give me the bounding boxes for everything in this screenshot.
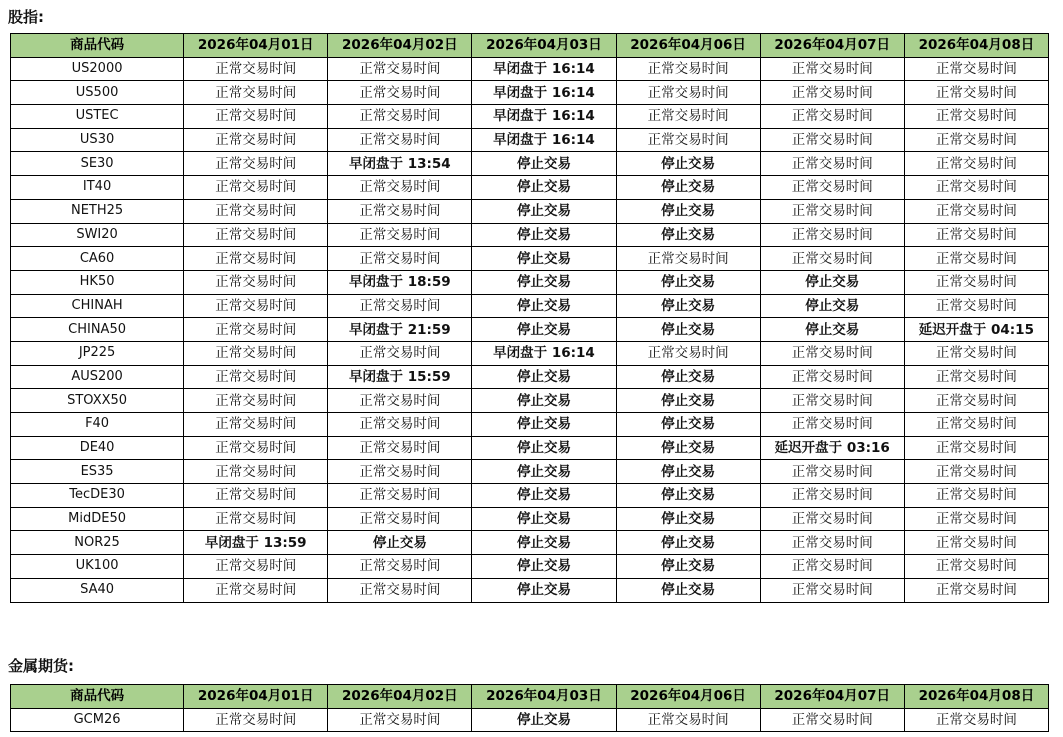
schedule-cell: 停止交易: [472, 531, 616, 555]
product-code-cell: DE40: [11, 436, 184, 460]
schedule-cell: 停止交易: [760, 294, 904, 318]
header-date: 2026年04月01日: [184, 685, 328, 709]
header-date: 2026年04月06日: [616, 685, 760, 709]
product-code-cell: NOR25: [11, 531, 184, 555]
indices-schedule-table: [10, 33, 1049, 603]
schedule-cell: 正常交易时间: [616, 708, 760, 732]
schedule-cell: 正常交易时间: [328, 436, 472, 460]
product-code-cell: UK100: [11, 555, 184, 579]
schedule-cell: 停止交易: [616, 555, 760, 579]
product-code-cell: GCM26: [11, 708, 184, 732]
schedule-cell: 正常交易时间: [184, 57, 328, 81]
schedule-cell: 正常交易时间: [184, 318, 328, 342]
table-header-row: [11, 34, 1049, 58]
schedule-cell: 正常交易时间: [904, 531, 1048, 555]
schedule-cell: 正常交易时间: [328, 507, 472, 531]
schedule-cell: 停止交易: [616, 152, 760, 176]
schedule-cell: 正常交易时间: [184, 460, 328, 484]
schedule-cell: 正常交易时间: [616, 128, 760, 152]
schedule-cell: 正常交易时间: [904, 294, 1048, 318]
table-row: [11, 555, 1049, 579]
table-row: [11, 460, 1049, 484]
schedule-cell: 停止交易: [616, 578, 760, 602]
schedule-cell: 正常交易时间: [616, 341, 760, 365]
schedule-cell: 停止交易: [616, 270, 760, 294]
schedule-cell: 正常交易时间: [760, 341, 904, 365]
header-date: 2026年04月02日: [328, 685, 472, 709]
product-code-cell: US2000: [11, 57, 184, 81]
table-row: [11, 413, 1049, 437]
table-row: [11, 105, 1049, 129]
schedule-cell: 停止交易: [616, 507, 760, 531]
header-product-code: 商品代码: [11, 685, 184, 709]
header-date: 2026年04月06日: [616, 34, 760, 58]
schedule-cell: 正常交易时间: [760, 81, 904, 105]
schedule-cell: 正常交易时间: [184, 436, 328, 460]
product-code-cell: US500: [11, 81, 184, 105]
schedule-cell: 正常交易时间: [904, 484, 1048, 508]
table-row: [11, 507, 1049, 531]
schedule-cell: 早闭盘于 18:59: [328, 270, 472, 294]
schedule-cell: 正常交易时间: [616, 247, 760, 271]
schedule-cell: 早闭盘于 15:59: [328, 365, 472, 389]
schedule-cell: 正常交易时间: [904, 105, 1048, 129]
header-date: 2026年04月07日: [760, 685, 904, 709]
table-row: [11, 436, 1049, 460]
schedule-cell: 停止交易: [616, 199, 760, 223]
table-row: [11, 152, 1049, 176]
schedule-cell: 正常交易时间: [328, 389, 472, 413]
product-code-cell: CHINA50: [11, 318, 184, 342]
schedule-cell: 早闭盘于 16:14: [472, 57, 616, 81]
schedule-cell: 早闭盘于 16:14: [472, 341, 616, 365]
header-date: 2026年04月08日: [904, 685, 1048, 709]
product-code-cell: SE30: [11, 152, 184, 176]
schedule-cell: 正常交易时间: [904, 81, 1048, 105]
schedule-cell: 停止交易: [472, 294, 616, 318]
schedule-cell: 正常交易时间: [904, 389, 1048, 413]
schedule-cell: 正常交易时间: [904, 555, 1048, 579]
table-row: [11, 578, 1049, 602]
section-title-indices: 股指:: [8, 8, 44, 26]
schedule-cell: 停止交易: [616, 176, 760, 200]
schedule-cell: 正常交易时间: [904, 223, 1048, 247]
schedule-cell: 停止交易: [616, 460, 760, 484]
schedule-cell: 正常交易时间: [328, 105, 472, 129]
header-date: 2026年04月08日: [904, 34, 1048, 58]
table-row: [11, 294, 1049, 318]
schedule-cell: 停止交易: [472, 389, 616, 413]
schedule-cell: 正常交易时间: [328, 460, 472, 484]
metal-futures-schedule-table: [10, 684, 1049, 732]
product-code-cell: CHINAH: [11, 294, 184, 318]
schedule-cell: 正常交易时间: [184, 105, 328, 129]
schedule-cell: 停止交易: [328, 531, 472, 555]
product-code-cell: US30: [11, 128, 184, 152]
schedule-cell: 正常交易时间: [328, 199, 472, 223]
schedule-cell: 停止交易: [616, 365, 760, 389]
header-date: 2026年04月03日: [472, 34, 616, 58]
schedule-cell: 正常交易时间: [616, 105, 760, 129]
schedule-cell: 正常交易时间: [904, 128, 1048, 152]
schedule-cell: 停止交易: [472, 578, 616, 602]
product-code-cell: TecDE30: [11, 484, 184, 508]
schedule-cell: 停止交易: [616, 318, 760, 342]
header-date: 2026年04月03日: [472, 685, 616, 709]
schedule-cell: 正常交易时间: [904, 436, 1048, 460]
schedule-cell: 正常交易时间: [760, 460, 904, 484]
table-row: [11, 365, 1049, 389]
schedule-cell: 正常交易时间: [760, 507, 904, 531]
schedule-cell: 正常交易时间: [760, 247, 904, 271]
schedule-cell: 停止交易: [472, 413, 616, 437]
schedule-cell: 早闭盘于 13:54: [328, 152, 472, 176]
schedule-cell: 正常交易时间: [760, 223, 904, 247]
schedule-cell: 停止交易: [616, 294, 760, 318]
schedule-cell: 停止交易: [472, 318, 616, 342]
schedule-cell: 正常交易时间: [328, 176, 472, 200]
schedule-cell: 正常交易时间: [760, 176, 904, 200]
schedule-cell: 早闭盘于 13:59: [184, 531, 328, 555]
schedule-cell: 正常交易时间: [328, 578, 472, 602]
schedule-cell: 正常交易时间: [328, 484, 472, 508]
schedule-cell: 早闭盘于 16:14: [472, 81, 616, 105]
schedule-cell: 早闭盘于 16:14: [472, 105, 616, 129]
product-code-cell: SWI20: [11, 223, 184, 247]
schedule-cell: 正常交易时间: [904, 57, 1048, 81]
schedule-cell: 正常交易时间: [904, 270, 1048, 294]
schedule-cell: 停止交易: [616, 413, 760, 437]
table-row: [11, 389, 1049, 413]
schedule-cell: 停止交易: [472, 484, 616, 508]
schedule-cell: 正常交易时间: [184, 294, 328, 318]
schedule-cell: 停止交易: [616, 223, 760, 247]
schedule-cell: 停止交易: [760, 318, 904, 342]
schedule-cell: 正常交易时间: [760, 389, 904, 413]
schedule-cell: 正常交易时间: [184, 81, 328, 105]
header-date: 2026年04月02日: [328, 34, 472, 58]
section-title-metal-futures: 金属期货:: [8, 657, 74, 675]
table-header-row: [11, 685, 1049, 709]
schedule-cell: 正常交易时间: [760, 105, 904, 129]
schedule-cell: 正常交易时间: [184, 555, 328, 579]
table-row: [11, 484, 1049, 508]
header-product-code: 商品代码: [11, 34, 184, 58]
table-row: [11, 81, 1049, 105]
schedule-cell: 正常交易时间: [184, 365, 328, 389]
schedule-cell: 停止交易: [472, 152, 616, 176]
schedule-cell: 停止交易: [616, 389, 760, 413]
schedule-cell: 停止交易: [472, 199, 616, 223]
schedule-cell: 正常交易时间: [760, 365, 904, 389]
schedule-cell: 正常交易时间: [184, 223, 328, 247]
schedule-cell: 停止交易: [472, 365, 616, 389]
schedule-cell: 正常交易时间: [904, 460, 1048, 484]
schedule-cell: 停止交易: [472, 270, 616, 294]
schedule-cell: 正常交易时间: [616, 57, 760, 81]
schedule-cell: 正常交易时间: [328, 247, 472, 271]
table-row: [11, 708, 1049, 732]
schedule-cell: 正常交易时间: [760, 152, 904, 176]
schedule-cell: 正常交易时间: [904, 247, 1048, 271]
schedule-cell: 正常交易时间: [328, 128, 472, 152]
table-row: [11, 247, 1049, 271]
schedule-cell: 正常交易时间: [904, 413, 1048, 437]
schedule-cell: 停止交易: [472, 708, 616, 732]
schedule-cell: 停止交易: [760, 270, 904, 294]
table-row: [11, 57, 1049, 81]
schedule-cell: 正常交易时间: [328, 223, 472, 247]
table-row: [11, 531, 1049, 555]
schedule-cell: 正常交易时间: [904, 578, 1048, 602]
schedule-cell: 正常交易时间: [184, 413, 328, 437]
schedule-cell: 正常交易时间: [328, 294, 472, 318]
schedule-cell: 正常交易时间: [184, 152, 328, 176]
product-code-cell: AUS200: [11, 365, 184, 389]
schedule-cell: 正常交易时间: [760, 128, 904, 152]
table-row: [11, 341, 1049, 365]
schedule-cell: 正常交易时间: [328, 413, 472, 437]
table-row: [11, 199, 1049, 223]
table-row: [11, 223, 1049, 247]
schedule-cell: 正常交易时间: [616, 81, 760, 105]
schedule-cell: 停止交易: [472, 507, 616, 531]
schedule-cell: 正常交易时间: [760, 199, 904, 223]
schedule-cell: 停止交易: [472, 176, 616, 200]
schedule-cell: 正常交易时间: [184, 176, 328, 200]
schedule-cell: 停止交易: [472, 460, 616, 484]
schedule-cell: 正常交易时间: [760, 57, 904, 81]
schedule-cell: 正常交易时间: [184, 484, 328, 508]
product-code-cell: ES35: [11, 460, 184, 484]
schedule-cell: 正常交易时间: [184, 578, 328, 602]
schedule-cell: 正常交易时间: [184, 128, 328, 152]
schedule-cell: 停止交易: [616, 531, 760, 555]
schedule-cell: 正常交易时间: [328, 555, 472, 579]
table-row: [11, 270, 1049, 294]
product-code-cell: NETH25: [11, 199, 184, 223]
table-row: [11, 176, 1049, 200]
schedule-cell: 正常交易时间: [328, 81, 472, 105]
schedule-cell: 正常交易时间: [760, 578, 904, 602]
schedule-cell: 停止交易: [616, 484, 760, 508]
product-code-cell: CA60: [11, 247, 184, 271]
product-code-cell: USTEC: [11, 105, 184, 129]
schedule-cell: 正常交易时间: [184, 389, 328, 413]
product-code-cell: F40: [11, 413, 184, 437]
table-row: [11, 128, 1049, 152]
schedule-cell: 正常交易时间: [184, 708, 328, 732]
schedule-cell: 延迟开盘于 04:15: [904, 318, 1048, 342]
schedule-cell: 正常交易时间: [760, 555, 904, 579]
schedule-cell: 正常交易时间: [904, 176, 1048, 200]
product-code-cell: IT40: [11, 176, 184, 200]
schedule-cell: 正常交易时间: [904, 708, 1048, 732]
schedule-cell: 正常交易时间: [904, 341, 1048, 365]
product-code-cell: JP225: [11, 341, 184, 365]
schedule-cell: 正常交易时间: [760, 531, 904, 555]
schedule-cell: 正常交易时间: [904, 507, 1048, 531]
product-code-cell: HK50: [11, 270, 184, 294]
schedule-cell: 停止交易: [472, 223, 616, 247]
table-row: [11, 318, 1049, 342]
schedule-cell: 正常交易时间: [184, 507, 328, 531]
schedule-cell: 正常交易时间: [328, 708, 472, 732]
schedule-cell: 正常交易时间: [184, 199, 328, 223]
schedule-cell: 正常交易时间: [904, 152, 1048, 176]
schedule-cell: 正常交易时间: [904, 365, 1048, 389]
product-code-cell: SA40: [11, 578, 184, 602]
schedule-cell: 正常交易时间: [760, 484, 904, 508]
schedule-cell: 正常交易时间: [328, 341, 472, 365]
header-date: 2026年04月01日: [184, 34, 328, 58]
schedule-cell: 停止交易: [616, 436, 760, 460]
schedule-cell: 正常交易时间: [760, 708, 904, 732]
schedule-cell: 正常交易时间: [184, 247, 328, 271]
schedule-cell: 正常交易时间: [328, 57, 472, 81]
schedule-cell: 正常交易时间: [184, 270, 328, 294]
schedule-cell: 早闭盘于 21:59: [328, 318, 472, 342]
schedule-cell: 停止交易: [472, 555, 616, 579]
header-date: 2026年04月07日: [760, 34, 904, 58]
schedule-cell: 延迟开盘于 03:16: [760, 436, 904, 460]
schedule-cell: 停止交易: [472, 436, 616, 460]
product-code-cell: MidDE50: [11, 507, 184, 531]
schedule-cell: 正常交易时间: [904, 199, 1048, 223]
schedule-cell: 早闭盘于 16:14: [472, 128, 616, 152]
product-code-cell: STOXX50: [11, 389, 184, 413]
schedule-cell: 正常交易时间: [760, 413, 904, 437]
schedule-cell: 正常交易时间: [184, 341, 328, 365]
schedule-cell: 停止交易: [472, 247, 616, 271]
